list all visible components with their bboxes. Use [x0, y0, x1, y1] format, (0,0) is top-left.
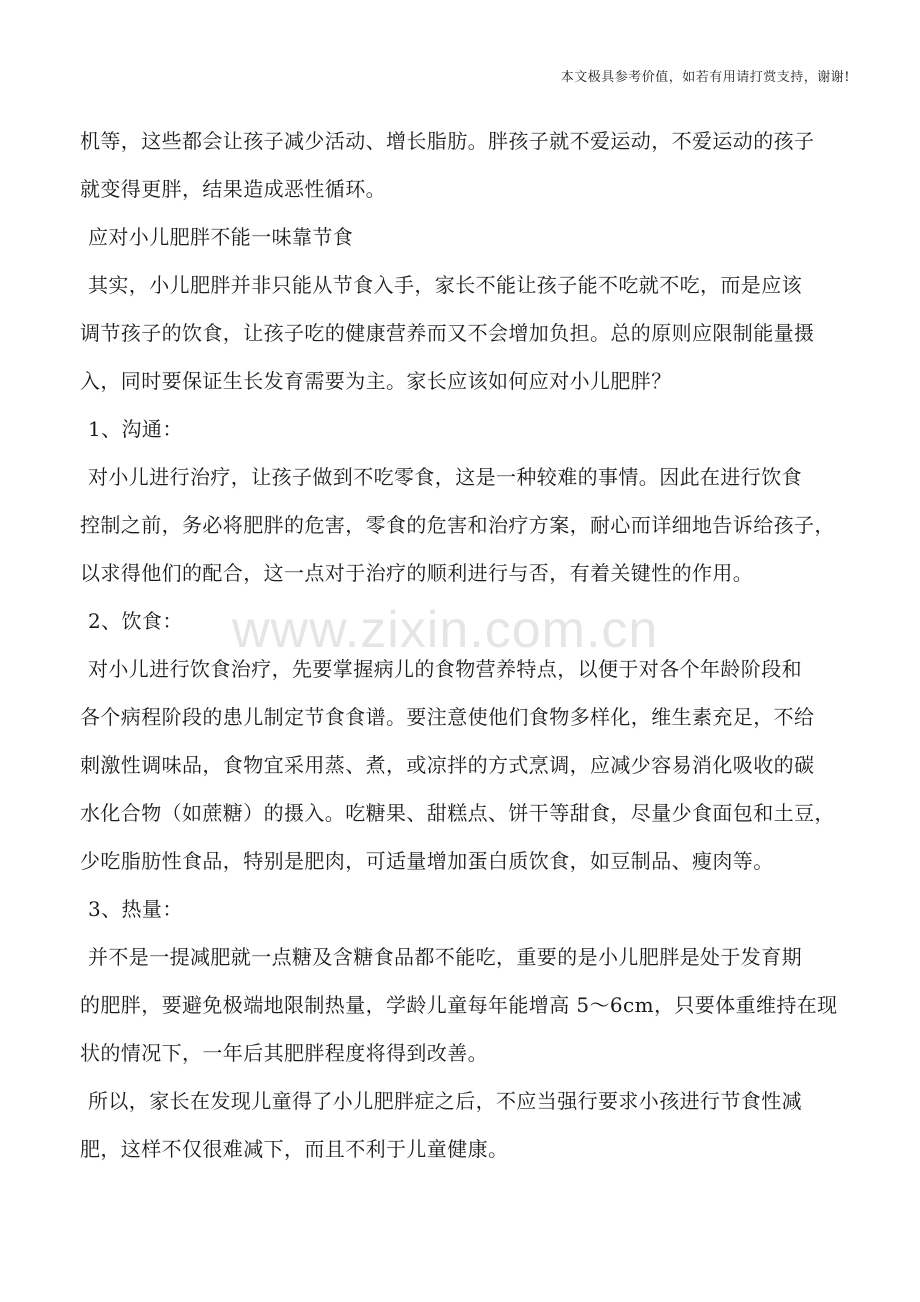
list-heading: 1、沟通：: [88, 417, 183, 441]
text-line: 水化合物（如蔗糖）的摄入。吃糖果、甜糕点、饼干等甜食，尽量少食面包和土豆，: [80, 801, 835, 825]
list-heading: 3、热量：: [88, 897, 183, 921]
text-line: 调节孩子的饮食，让孩子吃的健康营养而又不会增加负担。总的原则应限制能量摄: [80, 321, 815, 345]
header-note: 本文极具参考价值，如若有用请打赏支持，谢谢!: [560, 70, 850, 85]
paragraph-line: 对小儿进行治疗，让孩子做到不吃零食，这是一种较难的事情。因此在进行饮食: [88, 465, 802, 489]
text-line: 各个病程阶段的患儿制定节食食谱。要注意使他们食物多样化，维生素充足，不给: [80, 705, 815, 729]
text-line: 刺激性调味品，食物宜采用蒸、煮，或凉拌的方式烹调，应减少容易消化吸收的碳: [80, 753, 815, 777]
text-line: 以求得他们的配合，这一点对于治疗的顺利进行与否，有着关键性的作用。: [80, 561, 754, 585]
text-line: 的肥胖，要避免极端地限制热量，学龄儿童每年能增高 5～6cm，只要体重维持在现: [80, 993, 838, 1017]
text-line: 控制之前，务必将肥胖的危害，零食的危害和治疗方案，耐心而详细地告诉给孩子，: [80, 513, 835, 537]
paragraph-line: 对小儿进行饮食治疗，先要掌握病儿的食物营养特点，以便于对各个年龄阶段和: [88, 657, 802, 681]
paragraph-line: 其实，小儿肥胖并非只能从节食入手，家长不能让孩子能不吃就不吃，而是应该: [88, 273, 802, 297]
list-heading: 2、饮食：: [88, 609, 183, 633]
text-line: 入，同时要保证生长发育需要为主。家长应该如何应对小儿肥胖？: [80, 369, 672, 393]
section-heading: 应对小儿肥胖不能一味靠节食: [88, 225, 354, 249]
paragraph-line: 并不是一提减肥就一点糖及含糖食品都不能吃，重要的是小儿肥胖是处于发育期: [88, 945, 802, 969]
text-line: 状的情况下，一年后其肥胖程度将得到改善。: [80, 1041, 488, 1065]
document-body: [80, 124, 850, 1180]
watermark: www.zixin.com.cn: [232, 601, 659, 659]
text-line: 机等，这些都会让孩子减少活动、增长脂肪。胖孩子就不爱运动，不爱运动的孩子: [80, 129, 815, 153]
text-line: 肥，这样不仅很难减下，而且不利于儿童健康。: [80, 1137, 509, 1161]
paragraph-line: 所以，家长在发现儿童得了小儿肥胖症之后，不应当强行要求小孩进行节食性减: [88, 1089, 802, 1113]
text-line: 少吃脂肪性食品，特别是肥肉，可适量增加蛋白质饮食，如豆制品、瘦肉等。: [80, 849, 774, 873]
text-line: 就变得更胖，结果造成恶性循环。: [80, 177, 386, 201]
